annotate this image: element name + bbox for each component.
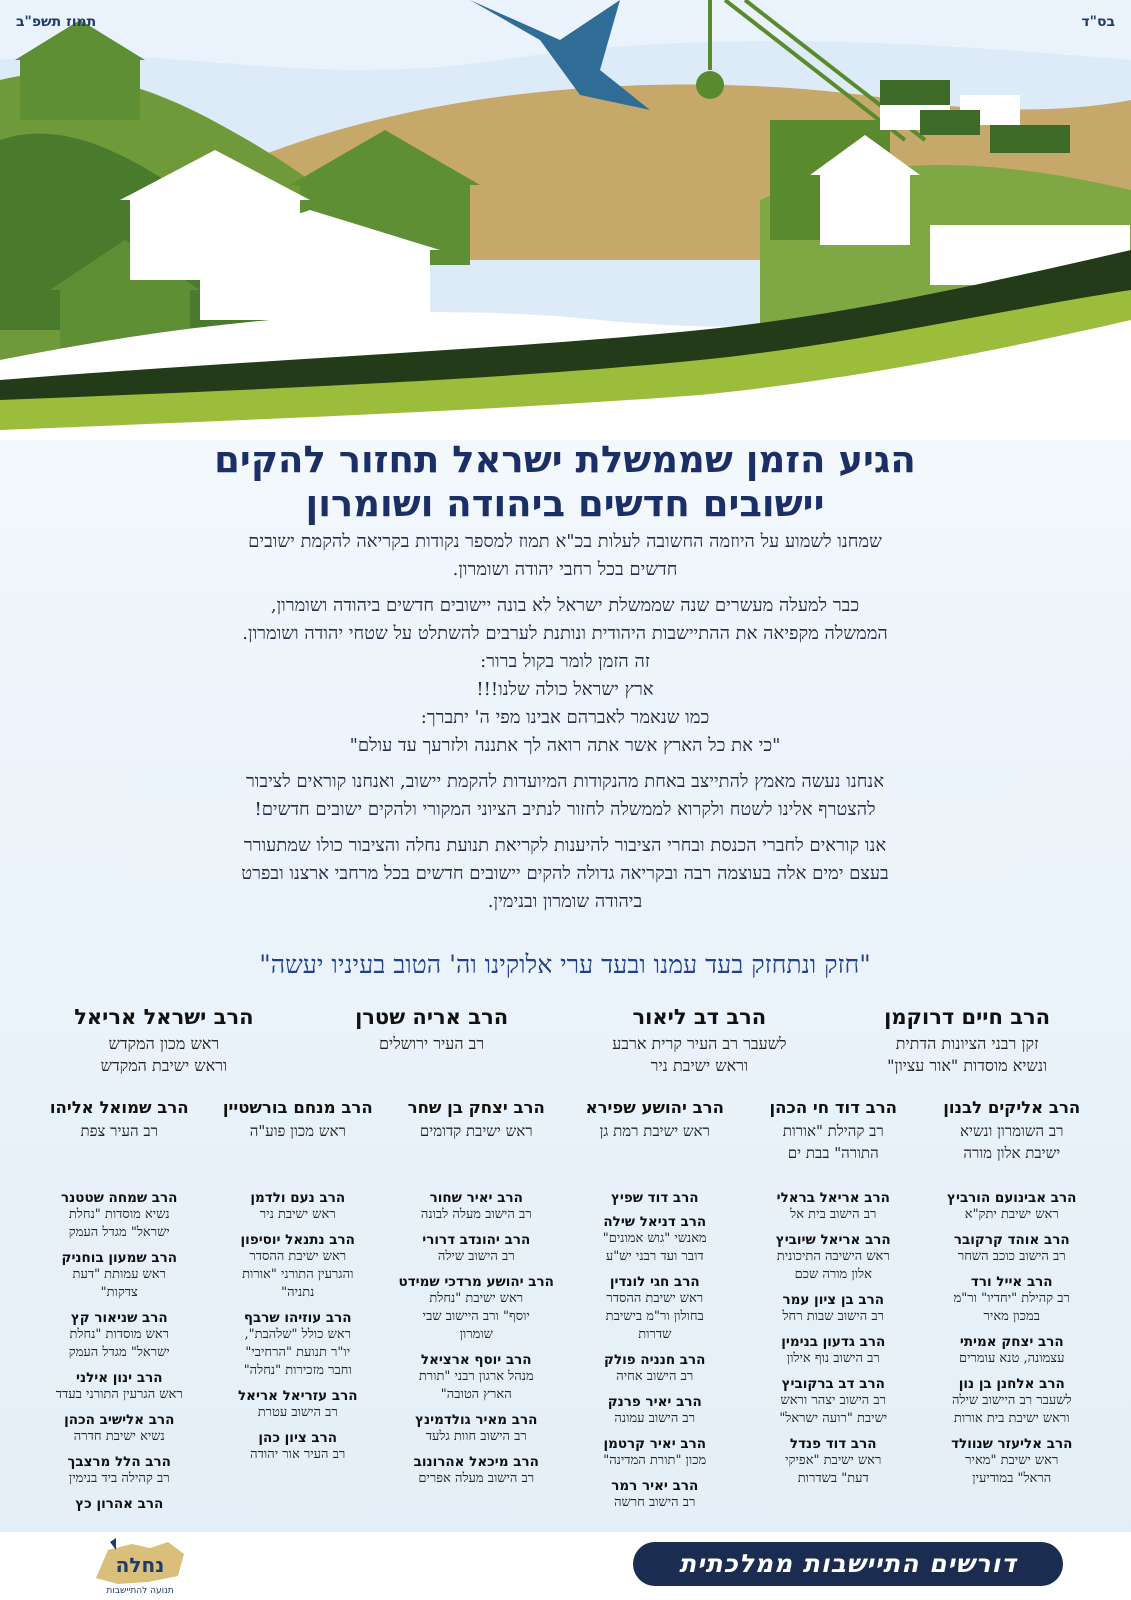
paragraph [130,768,1000,824]
signatory [927,1334,1098,1368]
signatory-name: הרב שמעון בוחניק [61,1250,177,1266]
signatory-role [744,1120,923,1164]
signatory [570,1190,741,1206]
signatory-role [566,1033,834,1077]
signatory-name: הרב אליקים לבנון [943,1098,1081,1117]
role-line: ראש עמותת "דעת [72,1267,166,1282]
signatory [387,1098,566,1164]
role-line: ראש ישיבת ההסדר [606,1291,704,1306]
role-line: וחבר מזכירות "נחלה" [243,1363,352,1378]
signatory-name: הרב אריאל בראלי [776,1190,890,1206]
body-text [130,528,1000,924]
signatory [833,1005,1101,1077]
role-line: רב העיר ירושלים [379,1034,485,1053]
signatory [748,1376,919,1428]
role-line: דעת" בשדרות [797,1471,869,1486]
body-line: הממשלה מקפיאה את ההתיישבות היהודית ונותנת לערבים להשתלט על שטחי יהודה ושומרון. [242,623,888,644]
role-line: רב הישוב חוות גלעד [425,1429,527,1444]
signatory [391,1274,562,1344]
role-line: רב העיר צפת [80,1122,158,1140]
signatory [744,1098,923,1164]
role-line: ישראל" מגדל העמק [68,1225,170,1240]
role-line: רב הישוב אחיה [616,1369,694,1384]
role-line: ראש הישיבה התיכונית [776,1249,890,1264]
role-line: ראש ישיבת "נחלת [429,1291,524,1306]
signatory [30,1098,209,1164]
signatory [748,1190,919,1224]
signatory [213,1430,384,1464]
signatory-name: הרב אבינועם הורביץ [947,1190,1077,1206]
body-line: שמחנו לשמוע על היוזמה החשובה לעלות בכ"א תמוז למספר נקודות בקריאה להקמת ישובים [248,531,882,552]
signatory-name: הרב חנניה פולק [604,1352,706,1368]
role-line: ראש ישיבת קדומים [419,1122,533,1140]
signatory [34,1370,205,1404]
logo-text: נחלה [115,1553,165,1577]
role-line: נשיא ישיבת חדרה [73,1429,165,1444]
signatory-name: הרב יאיר פרנק [607,1394,702,1410]
role-line: רב הישוב שילה [437,1249,515,1264]
signatory [213,1190,384,1224]
role-line: זקן רבני הציונות הדתית [895,1034,1039,1053]
signatory [748,1232,919,1284]
role-line: במכון מאיר [983,1309,1040,1324]
signatory-role [30,1120,209,1142]
signatory-name: הרב יאיר קרטמן [603,1436,707,1452]
signatory [927,1274,1098,1326]
role-line: יו"ר תנועת "הרחיבי" [245,1345,351,1360]
headline-line: יישובים חדשים ביהודה ושומרון [305,482,825,525]
role-line: ונשיא מוסדות "אור עציון" [887,1056,1048,1075]
signatory-role [209,1120,388,1142]
bsd-label: בס"ד [1081,14,1115,30]
signatory [298,1005,566,1077]
role-line: רב הישוב שבות רחל [782,1309,885,1324]
paragraph [130,832,1000,916]
signatory [209,1098,388,1164]
role-line: רב הישוב נוף אילון [786,1351,880,1366]
signatory-name: הרב חגי לונדין [609,1274,700,1290]
body-line: חדשים בכל רחבי יהודה ושומרון. [452,559,678,580]
role-line: ראש הגרעין התורני בעדד [55,1387,183,1402]
signatory-name: הרב בן ציון עמר [782,1292,885,1308]
role-line: וראש ישיבת ניר [650,1056,749,1075]
signatory [391,1190,562,1224]
role-line: לשעבר רב העיר קרית ארבע [612,1034,787,1053]
role-line: דובר ועד רבני יש"ע [605,1249,704,1264]
signatory [391,1412,562,1446]
headline-line: הגיע הזמן שממשלת ישראל תחזור להקים [214,438,916,481]
signatory-name: הרב עוזיהו שרבף [243,1310,352,1326]
role-line: מאנשי "גוש אמונים" [602,1231,707,1246]
role-line: אלון מורה שכם [794,1267,872,1282]
headline [60,438,1070,526]
signatory [213,1388,384,1422]
role-line: ראש מכון פוע"ה [249,1122,346,1140]
signatories-column [923,1190,1102,1520]
role-line: רב הישוב עטרת [257,1405,338,1420]
signatory [927,1436,1098,1488]
signatory [927,1232,1098,1266]
role-line: הארץ הטובה" [440,1387,512,1402]
role-line: נשיא מוסדות "נחלת [68,1207,170,1222]
body-line: כמו שנאמר לאברהם אבינו מפי ה' יתברך: [420,707,710,728]
signatory-name: הרב דוד שפיץ [610,1190,699,1206]
signatory-name: הרב שמחה שטטנר [61,1190,178,1206]
signatory [566,1005,834,1077]
signatory [748,1334,919,1368]
signatory [927,1376,1098,1428]
role-line: ישיבת "רועה ישראל" [779,1411,888,1426]
role-line: ראש ישיבת "אפיקי [785,1453,882,1468]
signatories-column [30,1190,209,1520]
paragraph [130,528,1000,584]
role-line: רב הישוב יצהר וראש [780,1393,887,1408]
signatory [570,1214,741,1266]
role-line: רב הישוב חרשה [614,1495,696,1510]
signatory-name: הרב נעם ולדמן [250,1190,346,1206]
body-line: אנחנו נעשה מאמץ להתייצב באחת מהנקודות המיועדות להקמת יישוב, ואנחנו קוראים לציבור [245,771,885,792]
signatory-role [387,1120,566,1142]
signatory-name: הרב דוד פנדל [789,1436,877,1452]
role-line: וראש ישיבת המקדש [100,1056,228,1075]
role-line: ראש ישיבת ניר [259,1207,336,1222]
signatory-name: הרב אריאל שיוביץ [775,1232,891,1248]
role-line: ראש ישיבת ההסדר [249,1249,347,1264]
role-line: ראש מוסדות "נחלת [69,1327,169,1342]
role-line: וראש ישיבת בית אורות [953,1411,1070,1426]
role-line: התורה" בבת ים [787,1144,879,1162]
signatory-name: הרב יצחק בן שחר [407,1098,545,1117]
signatories-column [744,1190,923,1520]
role-line: ראש ישיבת "מאיר [965,1453,1059,1468]
body-line: להצטרף אלינו לשטח ולקרוא לממשלה לחזור לנתיב הציוני המקורי ולהקים ישובים חדשים! [254,799,876,820]
signatory [34,1190,205,1242]
signatory [213,1310,384,1380]
signatory [30,1005,298,1077]
slogan-banner: דורשים התיישבות ממלכתית [633,1542,1063,1586]
signatory-name: הרב יאיר שחור [429,1190,523,1206]
role-line: רב הישוב עמונה [614,1411,696,1426]
signatories-row-2 [30,1098,1101,1164]
signatory [570,1394,741,1428]
signatory-name: הרב דניאל שילה [603,1214,707,1230]
body-line: ארץ ישראל כולה שלנו!!! [476,679,654,700]
signatory-name: הרב שניאור קץ [70,1310,168,1326]
signatories-row-1 [30,1005,1101,1077]
body-line: בעצם ימים אלה בעוצמה רבה ובקריאה גדולה להקים יישובים חדשים בכל מרחבי ארצנו ובפרט [241,863,889,884]
role-line: והגרעין התורני "אורות [242,1267,354,1282]
signatory-role [30,1033,298,1077]
signatory-role [833,1033,1101,1077]
role-line: רב השומרון ונשיא [960,1122,1064,1140]
signatory-name: הרב אליעזר שנוולד [951,1436,1073,1452]
role-line: יוסף" ורב היישוב שבי [422,1309,530,1324]
signatory-name: הרב מאיר גולדמינץ [415,1412,538,1428]
quote: "חזק ונתחזק בעד עמנו ובעד ערי אלוקינו וה' הטוב בעיניו יעשה" [259,950,871,979]
signatory [34,1310,205,1362]
signatory-name: הרב אהרון כץ [75,1496,164,1512]
signatory-name: הרב הלל מרצבך [67,1454,171,1470]
signatory [566,1098,745,1164]
role-line: רב הישוב בית אל [790,1207,877,1222]
signatory [34,1496,205,1512]
role-line: רב קהילה ביד בנימין [68,1471,170,1486]
signatory-name: הרב אלישיב הכהן [64,1412,175,1428]
signatories-column [387,1190,566,1520]
signatories-column [209,1190,388,1520]
signatory [748,1292,919,1326]
signatory-name: הרב נתנאל יוסיפון [240,1232,355,1248]
signatory-name: הרב אייל ורד [970,1274,1053,1290]
body-line: כבר למעלה מעשרים שנה שממשלת ישראל לא בונה יישובים חדשים ביהודה ושומרון, [270,595,860,616]
signatory [570,1274,741,1344]
signatory [34,1250,205,1302]
body-line: "כי את כל הארץ אשר אתה רואה לך אתננה ולזרעך עד עולם" [349,735,781,756]
role-line: ראש מכון המקדש [108,1034,220,1053]
signatory [570,1436,741,1470]
role-line: בחולון ור"מ בישיבת [605,1309,704,1324]
role-line: שומרון [459,1327,493,1342]
body-line: אנו קוראים לחברי הכנסת ובחרי הציבור להיענות לקריאת תנועת נחלה והציבור כולו שמתעורר [243,835,887,856]
signatory-name: הרב ינון אילני [76,1370,163,1386]
signatory-name: הרב אלחנן בן נון [958,1376,1065,1392]
signatory-name: הרב חיים דרוקמן [884,1005,1051,1029]
body-line: זה הזמן לומר בקול ברור: [480,651,650,672]
signatory-name: הרב אריה שטרן [355,1005,509,1029]
role-line: נתניה" [281,1285,315,1300]
body-line: ביהודה שומרון ובנימין. [487,891,643,912]
signatories-grid [30,1190,1101,1520]
signatory [391,1352,562,1404]
signatory-name: הרב עזריאל אריאל [238,1388,358,1404]
signatory-name: הרב יהושע מרדכי שמידט [398,1274,554,1290]
role-line: רב קהילת "יחדיו" ור"מ [953,1291,1070,1306]
signatory-name: הרב יאיר רמר [611,1478,699,1494]
signatories-column [566,1190,745,1520]
signatory [391,1454,562,1488]
logo-subtitle: תנועה להתיישבות [106,1586,174,1596]
role-line: שדרות [638,1327,672,1342]
signatory-name: הרב דב ברקוביץ [781,1376,885,1392]
role-line: רב הישוב מעלה אפרים [418,1471,535,1486]
signatory [391,1232,562,1266]
signatory-role [298,1033,566,1055]
signatory-name: הרב דב ליאור [632,1005,767,1029]
nachala-logo [88,1536,192,1596]
role-line: מנהל ארגון רבני "תורת [418,1369,534,1384]
paragraph [130,592,1000,760]
signatory-name: הרב ישראל אריאל [74,1005,254,1029]
signatory [34,1454,205,1488]
date-label: תמוז תשפ"ב [16,14,97,30]
signatory-name: הרב ציון כהן [258,1430,338,1446]
signatory-name: הרב מנחם בורשטיין [222,1098,373,1117]
footer [0,1532,1131,1600]
signatory [923,1098,1102,1164]
role-line: מכון "תורת המדינה" [603,1453,707,1468]
signatory [927,1190,1098,1224]
signatory-role [923,1120,1102,1164]
signatory-name: הרב יהושע שפירא [585,1098,724,1117]
signatory-name: הרב מיכאל אהרונוב [413,1454,539,1470]
role-line: ישראל" מגדל העמק [68,1345,170,1360]
role-line: הראל" במודיעין [972,1471,1052,1486]
role-line: ראש ישיבת רמת גן [599,1122,710,1140]
role-line: ראש כולל "שלהבת", [244,1327,352,1342]
role-line: ישיבת אלון מורה [963,1144,1061,1162]
role-line: לשעבר רב היישוב שילה [951,1393,1072,1408]
role-line: עצמונה, טנא עומרים [959,1351,1065,1366]
role-line: רב הישוב מעלה לבונה [420,1207,532,1222]
signatory [34,1412,205,1446]
role-line: רב הישוב כוכב השחר [957,1249,1066,1264]
signatory-name: הרב גדעון בנימין [781,1334,886,1350]
signatory-name: הרב יוסף ארציאל [420,1352,532,1368]
signatory [213,1232,384,1302]
role-line: צדקות" [100,1285,138,1300]
role-line: רב קהילת "אורות [782,1122,884,1140]
signatory [570,1478,741,1512]
signatory-name: הרב שמואל אליהו [49,1098,189,1117]
hero-illustration [0,0,1131,440]
signatory-name: הרב אוהד קרקובר [953,1232,1070,1248]
signatory [748,1436,919,1488]
signatory-role [566,1120,745,1142]
role-line: רב העיר אור יהודה [250,1447,346,1462]
signatory-name: הרב יצחק אמיתי [959,1334,1064,1350]
signatory-name: הרב יהונדב דרורי [422,1232,531,1248]
signatory [570,1352,741,1386]
signatory-name: הרב דוד חי הכהן [769,1098,897,1117]
role-line: ראש ישיבת יתק"א [964,1207,1059,1222]
